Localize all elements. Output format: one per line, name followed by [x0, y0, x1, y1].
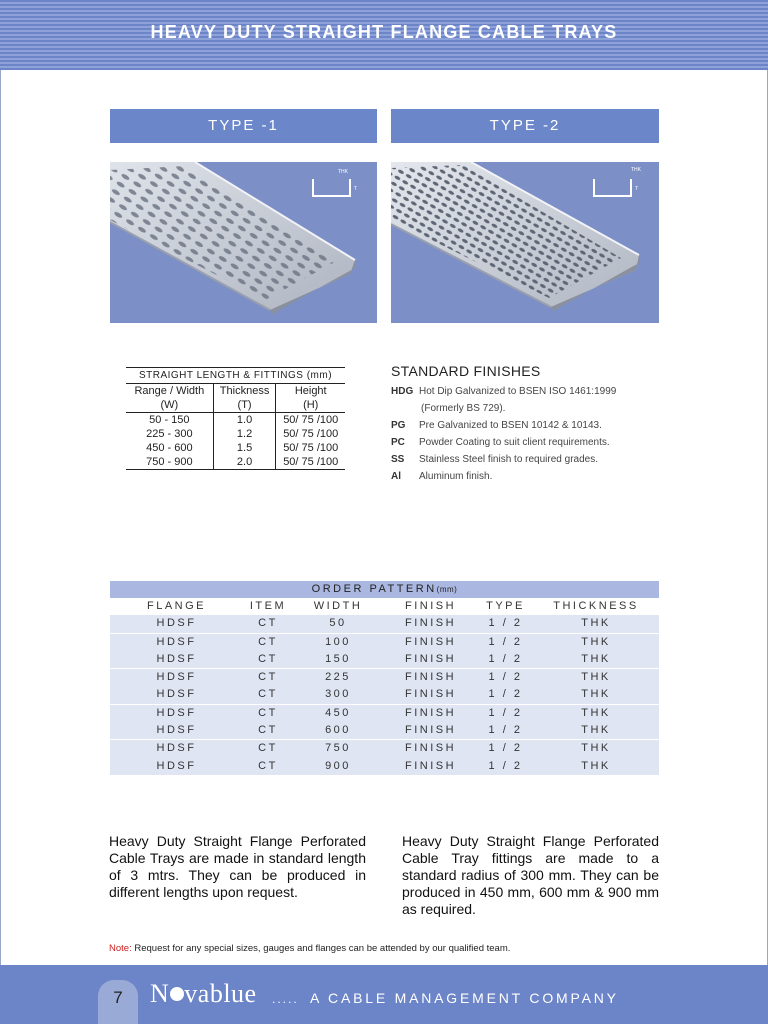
- svg-text:T: T: [354, 186, 358, 192]
- order-cell-item: CT: [258, 706, 278, 719]
- order-cell-finish: FINISH: [404, 617, 457, 630]
- order-cell-flange: HDSF: [156, 742, 197, 755]
- finish-desc: Stainless Steel finish to required grades.: [419, 454, 598, 465]
- order-cell-finish: FINISH: [404, 724, 457, 737]
- spec-cell: 50/ 75 /100: [283, 428, 339, 440]
- spec-cell: 50 - 150: [126, 413, 213, 428]
- order-cell-type: 1 / 2: [488, 635, 523, 648]
- order-cell-width: 450: [325, 706, 351, 719]
- spec-row: [126, 441, 345, 455]
- svg-text:THK: THK: [338, 169, 348, 175]
- order-cell-type: 1 / 2: [488, 759, 523, 772]
- order-cell-width: 600: [325, 724, 351, 737]
- spec-cell: 450 - 600: [126, 441, 213, 455]
- order-cell-type: 1 / 2: [488, 706, 523, 719]
- spec-table-caption: STRAIGHT LENGTH & FITTINGS (mm): [126, 368, 345, 384]
- description-right: Heavy Duty Straight Flange Perforated Cable Tray fittings are made to a standard radius of 300 mm. They can be produced in 450 mm, 600 mm & 900 mm as required.: [402, 833, 659, 917]
- spec-header-height-sub: (H): [276, 398, 345, 413]
- spec-cell: 1.5: [213, 441, 276, 455]
- spec-row: [126, 427, 345, 441]
- standard-finishes: [391, 363, 681, 485]
- order-cell-thickness: THK: [581, 706, 611, 719]
- spec-header-thickness-sub: (T): [213, 398, 276, 413]
- type-1-label: TYPE -1: [110, 109, 377, 143]
- brand-dots: .....: [272, 992, 299, 1006]
- order-header-type: TYPE: [486, 600, 525, 612]
- order-pattern-table: [110, 581, 659, 775]
- order-cell-item: CT: [258, 617, 278, 630]
- order-cell-thickness: THK: [581, 742, 611, 755]
- order-cell-flange: HDSF: [156, 724, 197, 737]
- order-cell-thickness: THK: [581, 671, 611, 684]
- brand-logo: N vablue: [150, 979, 257, 1008]
- finish-desc: Aluminum finish.: [419, 471, 493, 482]
- order-cell-flange: HDSF: [156, 671, 197, 684]
- order-cell-finish: FINISH: [404, 652, 457, 665]
- spec-cell: 750 - 900: [126, 455, 213, 470]
- note: [109, 943, 510, 954]
- order-header-thickness: THICKNESS: [553, 600, 639, 612]
- finish-code: SS: [391, 454, 405, 465]
- spec-cell: 1.2: [213, 427, 276, 441]
- svg-text:T: T: [635, 186, 639, 192]
- order-cell-finish: FINISH: [404, 635, 457, 648]
- order-cell-flange: HDSF: [156, 688, 197, 701]
- spec-header-thickness: Thickness: [213, 384, 276, 399]
- order-cell-thickness: THK: [581, 652, 611, 665]
- page-number: 7: [113, 988, 123, 1007]
- finish-item: [391, 468, 681, 485]
- svg-text:THK: THK: [631, 167, 641, 173]
- spec-cell: 1.0: [213, 413, 276, 428]
- page-title: HEAVY DUTY STRAIGHT FLANGE CABLE TRAYS: [150, 22, 618, 42]
- order-cell-item: CT: [258, 724, 278, 737]
- order-cell-type: 1 / 2: [488, 724, 523, 737]
- order-cell-thickness: THK: [581, 617, 611, 630]
- finish-code: PC: [391, 437, 405, 448]
- order-cell-flange: HDSF: [156, 635, 197, 648]
- finishes-title: STANDARD FINISHES: [391, 363, 541, 379]
- order-cell-finish: FINISH: [404, 688, 457, 701]
- order-header-finish: FINISH: [404, 600, 457, 612]
- order-cell-width: 100: [325, 635, 351, 648]
- order-cell-item: CT: [258, 742, 278, 755]
- finish-code: Al: [391, 471, 401, 482]
- brand-dot-icon: [170, 987, 184, 1001]
- order-cell-flange: HDSF: [156, 759, 197, 772]
- order-row: [110, 686, 659, 703]
- spec-row: [126, 413, 345, 428]
- description-left: Heavy Duty Straight Flange Perforated Cable Trays are made in standard length of 3 mtrs. They can be produced in different lengths upon request.: [109, 833, 366, 900]
- order-row: [110, 722, 659, 739]
- order-cell-type: 1 / 2: [488, 652, 523, 665]
- order-header-row: [110, 598, 659, 615]
- spec-header-height: Height: [294, 385, 327, 397]
- order-cell-thickness: THK: [581, 688, 611, 701]
- finish-item: [391, 434, 681, 451]
- finish-desc: Powder Coating to suit client requirements.: [419, 437, 610, 448]
- order-cell-width: 150: [325, 652, 351, 665]
- spec-cell: 2.0: [213, 455, 276, 470]
- order-row: [110, 668, 659, 686]
- order-cell-item: CT: [258, 652, 278, 665]
- order-cell-type: 1 / 2: [488, 617, 523, 630]
- order-cell-type: 1 / 2: [488, 688, 523, 701]
- order-cell-flange: HDSF: [156, 706, 197, 719]
- note-text: Request for any special sizes, gauges and flanges can be attended by our qualified team.: [134, 943, 511, 954]
- order-cell-type: 1 / 2: [488, 671, 523, 684]
- finish-item: [391, 417, 681, 434]
- order-cell-item: CT: [258, 688, 278, 701]
- finish-desc: Pre Galvanized to BSEN 10142 & 10143.: [419, 420, 602, 431]
- finish-code: HDG: [391, 386, 414, 397]
- spec-cell: 50/ 75 /100: [276, 455, 345, 470]
- order-pattern-title: ORDER PATTERN(mm): [110, 581, 659, 598]
- spec-cell: 225 - 300: [126, 427, 213, 441]
- spec-header-width: Range / Width: [126, 384, 213, 399]
- spec-header-width-sub: (W): [126, 398, 213, 413]
- order-header-flange: FLANGE: [146, 600, 206, 612]
- header-band: [0, 0, 768, 70]
- order-cell-width: 750: [325, 742, 351, 755]
- order-row: [110, 739, 659, 757]
- spec-row: [126, 455, 345, 470]
- order-cell-thickness: THK: [581, 635, 611, 648]
- order-cell-item: CT: [258, 671, 278, 684]
- finish-item: [391, 451, 681, 468]
- order-header-width: WIDTH: [313, 600, 363, 612]
- type-2-label: TYPE -2: [391, 109, 659, 143]
- finish-desc: Hot Dip Galvanized to BSEN ISO 1461:1999: [419, 386, 617, 397]
- order-cell-width: 300: [325, 688, 351, 701]
- order-cell-flange: HDSF: [156, 617, 197, 630]
- order-cell-flange: HDSF: [156, 652, 197, 665]
- order-cell-finish: FINISH: [404, 706, 457, 719]
- cable-tray-photo-type-1: [110, 162, 377, 323]
- finish-code: PG: [391, 420, 406, 431]
- note-label: Note:: [109, 943, 132, 954]
- finish-item: [391, 383, 681, 400]
- finish-desc-cont: (Formerly BS 729).: [421, 403, 506, 414]
- order-cell-width: 900: [325, 759, 351, 772]
- order-cell-item: CT: [258, 759, 278, 772]
- order-row: [110, 651, 659, 668]
- order-cell-width: 225: [325, 671, 351, 684]
- order-header-item: ITEM: [249, 600, 287, 612]
- order-cell-finish: FINISH: [404, 671, 457, 684]
- order-row: [110, 633, 659, 651]
- order-cell-finish: FINISH: [404, 742, 457, 755]
- order-cell-item: CT: [258, 635, 278, 648]
- cable-tray-photo-type-2: [391, 162, 659, 323]
- tagline: A CABLE MANAGEMENT COMPANY: [310, 990, 619, 1006]
- straight-length-fittings-table: [126, 367, 345, 470]
- spec-cell: 50/ 75 /100: [283, 414, 339, 426]
- order-cell-thickness: THK: [581, 759, 611, 772]
- order-row: [110, 704, 659, 722]
- order-row: [110, 758, 659, 775]
- order-row: [110, 615, 659, 632]
- order-cell-thickness: THK: [581, 724, 611, 737]
- order-cell-width: 50: [329, 617, 347, 630]
- order-cell-finish: FINISH: [404, 759, 457, 772]
- spec-cell: 50/ 75 /100: [283, 442, 339, 454]
- order-cell-type: 1 / 2: [488, 742, 523, 755]
